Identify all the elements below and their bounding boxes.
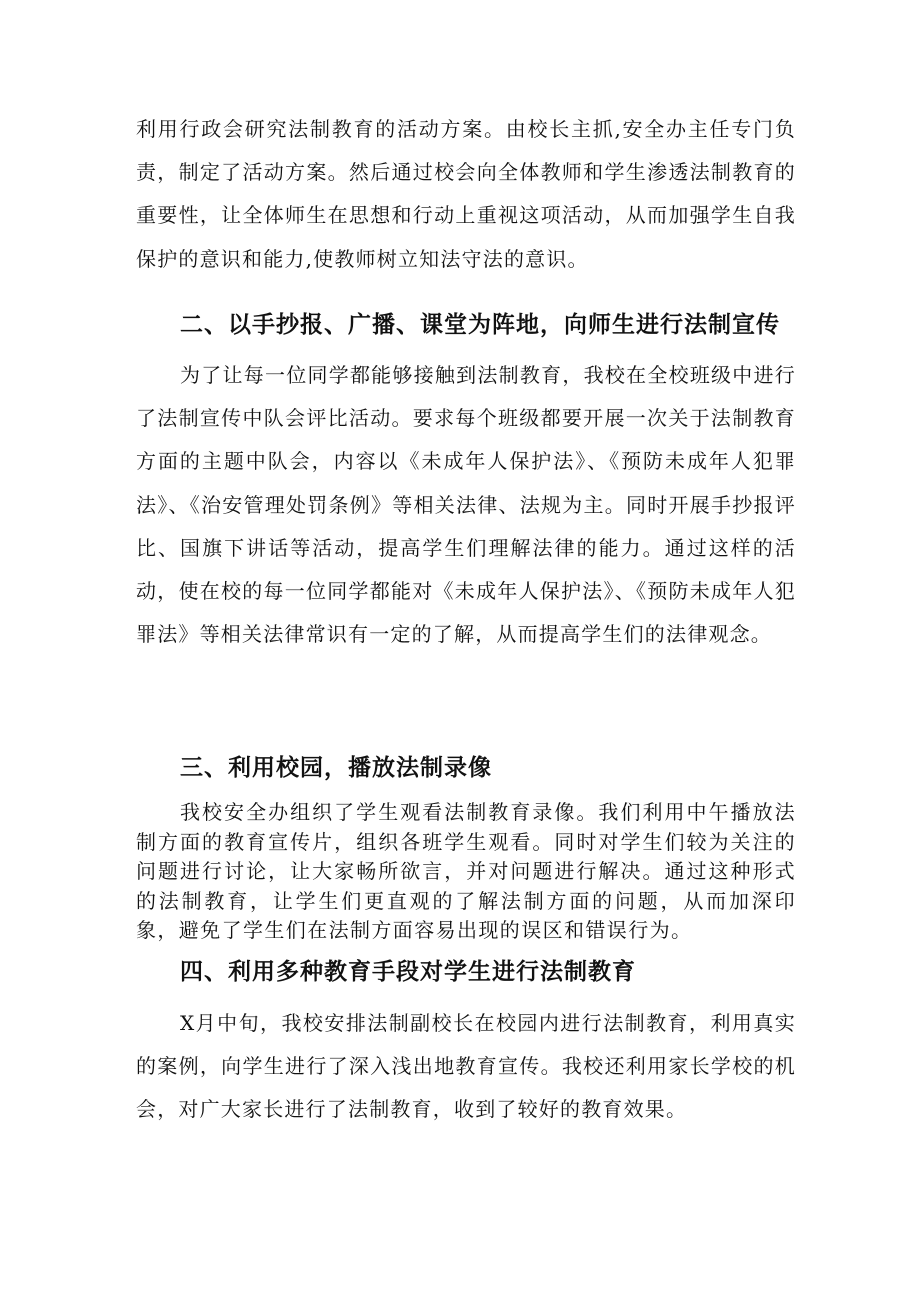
section-3-paragraph: 我校安全办组织了学生观看法制教育录像。我们利用中午播放法制方面的教育宣传片，组织各班学生观看。同时对学生们较为关注的问题进行讨论，让大家畅所欲言，并对问题进行解决。通过这种形式的法制教育，让学生们更直观的了解法制方面的问题，从而加深印象，避免了学生们在法制方面容易出现的误区和错误行为。 [136,800,796,942]
section-4-heading: 四、利用多种教育手段对学生进行法制教育 [180,959,636,985]
intro-paragraph: 利用行政会研究法制教育的活动方案。由校长主抓,安全办主任专门负责，制定了活动方案。然后通过校会向全体教师和学生渗透法制教育的重要性，让全体师生在思想和行动上重视这项活动，从而加强学生自我保护的意识和能力,使教师树立知法守法的意识。 [136,117,796,271]
section-4-paragraph: X月中旬，我校安排法制副校长在校园内进行法制教育，利用真实的案例，向学生进行了深入浅出地教育宣传。我校还利用家长学校的机会，对广大家长进行了法制教育，收到了较好的教育效果。 [136,1011,796,1122]
section-2-paragraph: 为了让每一位同学都能够接触到法制教育，我校在全校班级中进行了法制宣传中队会评比活动。要求每个班级都要开展一次关于法制教育方面的主题中队会，内容以《未成年人保护法》、《预防未成年人犯罪法》、《治安管理处罚条例》等相关法律、法规为主。同时开展手抄报评比、国旗下讲话等活动，提高学生们理解法律的能力。通过这样的活动，使在校的每一位同学都能对《未成年人保护法》、《预防未成年人犯罪法》等相关法律常识有一定的了解，从而提高学生们的法律观念。 [136,363,796,647]
section-3-heading: 三、利用校园，播放法制录像 [180,755,492,781]
section-2-heading: 二、以手抄报、广播、课堂为阵地，向师生进行法制宣传 [180,312,780,338]
